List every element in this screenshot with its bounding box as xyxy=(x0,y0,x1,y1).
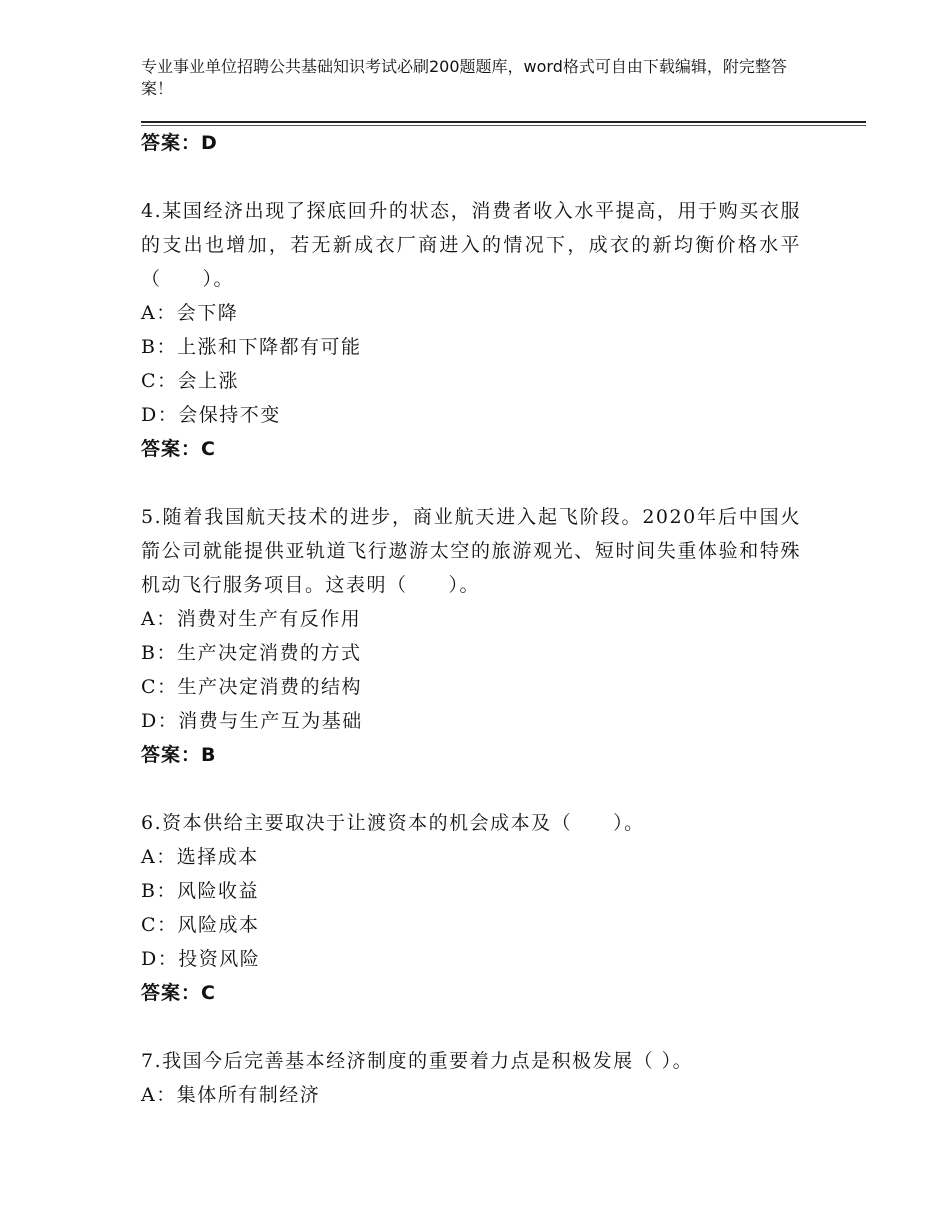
question-block xyxy=(141,806,801,1010)
question-block xyxy=(141,500,801,772)
option-a: A：集体所有制经济 xyxy=(141,1084,321,1106)
answer-line: 答案：D xyxy=(141,132,218,154)
question-stem: 6.资本供给主要取决于让渡资本的机会成本及（ ）。 xyxy=(141,812,645,834)
spacer xyxy=(141,1010,801,1044)
option-c: C：会上涨 xyxy=(141,370,240,392)
option-b: B：上涨和下降都有可能 xyxy=(141,336,362,358)
option-d: D：投资风险 xyxy=(141,948,261,970)
spacer xyxy=(141,772,801,806)
question-stem: 5.随着我国航天技术的进步，商业航天进入起飞阶段。2020年后中国火箭公司就能提供亚轨道飞行遨游太空的旅游观光、短时间失重体验和特殊机动飞行服务项目。这表明（ ）。 xyxy=(141,506,801,596)
question-list xyxy=(141,126,801,1112)
question-block xyxy=(141,194,801,466)
question-stem: 4.某国经济出现了探底回升的状态，消费者收入水平提高，用于购买衣服的支出也增加，若无新成衣厂商进入的情况下，成衣的新均衡价格水平（ ）。 xyxy=(141,200,801,290)
answer-line: 答案：B xyxy=(141,744,217,766)
spacer xyxy=(141,160,801,194)
option-b: B：生产决定消费的方式 xyxy=(141,642,362,664)
header-divider xyxy=(141,121,866,123)
page-header: 专业事业单位招聘公共基础知识考试必刷200题题库，word格式可自由下载编辑，附完整答案！ xyxy=(141,57,787,98)
question-stem: 7.我国今后完善基本经济制度的重要着力点是积极发展（ ）。 xyxy=(141,1050,694,1072)
spacer xyxy=(141,466,801,500)
answer-line: 答案：C xyxy=(141,438,216,460)
question-block xyxy=(141,1044,801,1112)
option-a: A：消费对生产有反作用 xyxy=(141,608,362,630)
option-b: B：风险收益 xyxy=(141,880,259,902)
option-a: A：选择成本 xyxy=(141,846,259,868)
option-a: A：会下降 xyxy=(141,302,239,324)
option-d: D：会保持不变 xyxy=(141,404,281,426)
option-c: C：生产决定消费的结构 xyxy=(141,676,363,698)
answer-line: 答案：C xyxy=(141,982,216,1004)
option-c: C：风险成本 xyxy=(141,914,260,936)
option-d: D：消费与生产互为基础 xyxy=(141,710,363,732)
